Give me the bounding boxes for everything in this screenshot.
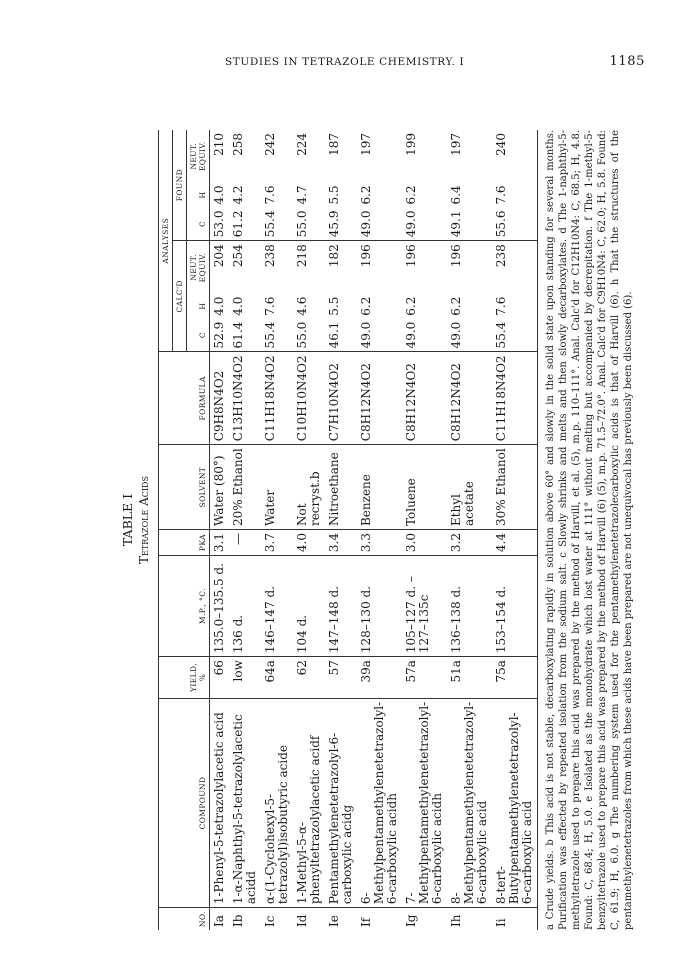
table-row <box>357 130 402 930</box>
cell-mp: 136 d. <box>229 556 261 657</box>
cell-yield: 39a <box>357 657 402 699</box>
cell-found-ne: 197 <box>449 133 463 156</box>
col-calc-h: H <box>187 294 210 319</box>
cell-yield: 75a <box>492 657 538 699</box>
cell-mp: 105–127 d. –127–135c <box>402 556 447 657</box>
cell-pka: 3.1 <box>210 530 230 556</box>
cell-solvent: Water <box>261 445 293 530</box>
col-found-c: C <box>187 208 210 241</box>
cell-mp: 153–154 d. <box>492 556 538 657</box>
cell-found-h: 5.5 <box>327 185 341 205</box>
col-pka: PKA <box>159 530 210 556</box>
cell-solvent: Not recryst.b <box>293 445 325 530</box>
cell-yield: 62 <box>293 657 325 699</box>
table-row <box>447 130 492 930</box>
cell-calc-ne: 196 <box>359 244 373 268</box>
cell-compound: 8-Methylpentamethylenetetrazolyl-6-carboxylic acid <box>447 698 492 907</box>
col-analyses: ANALYSES <box>159 130 173 352</box>
cell-calc-h: 4.0 <box>212 296 226 316</box>
col-calcd: CALC'D <box>173 241 187 352</box>
cell-found-ne: 199 <box>404 133 418 156</box>
cell-no: Ih <box>449 914 463 927</box>
cell-calc-ne: 238 <box>492 241 538 294</box>
table-row <box>325 130 357 930</box>
cell-formula: C8H12N4O2 <box>447 352 492 445</box>
cell-calc-h: 5.5 <box>327 296 341 316</box>
cell-solvent: Ethyl acetate <box>447 445 492 530</box>
cell-no: Id <box>295 914 309 927</box>
cell-found-h: 4.7 <box>295 185 309 205</box>
cell-calc-ne: 218 <box>295 244 309 268</box>
table-row <box>402 130 447 930</box>
table-row <box>210 130 230 930</box>
cell-pka: 3.4 <box>325 530 357 556</box>
cell-calc-ne: 204 <box>212 244 226 268</box>
cell-formula: C13H10N4O2 <box>229 352 261 445</box>
cell-compound: 1-α-Naphthyl-5-tetrazolylacetic acidd <box>229 698 261 907</box>
col-mp: M.P., °C. <box>159 556 210 657</box>
cell-calc-ne: 254 <box>231 244 245 268</box>
cell-calc-c: 49.0 <box>402 319 447 352</box>
col-found-h: H <box>187 182 210 207</box>
cell-mp: 128–130 d. <box>357 556 402 657</box>
cell-compound: 1-Methyl-5-α-phenyltetrazolylacetic acidf <box>293 698 325 907</box>
page-number: 1185 <box>609 54 645 69</box>
cell-found-ne: 240 <box>492 130 538 182</box>
cell-formula: C8H12N4O2 <box>402 352 447 445</box>
cell-calc-h: 6.2 <box>404 296 418 316</box>
col-solvent: SOLVENT <box>159 445 210 530</box>
cell-pka: 3.0 <box>402 530 447 556</box>
cell-pka: 3.2 <box>447 530 492 556</box>
cell-formula: C11H18N4O2 <box>492 352 538 445</box>
cell-pka: 4.0 <box>293 530 325 556</box>
cell-compound: α-(1-Cyclohexyl-5-tetrazolyl)isobutyric acide <box>261 698 293 907</box>
cell-pka: 3.7 <box>261 530 293 556</box>
cell-calc-c: 55.0 <box>293 319 325 352</box>
cell-calc-h: 6.2 <box>449 296 463 316</box>
cell-calc-h: 7.6 <box>492 294 538 319</box>
cell-compound: 8-tert-Butylpentamethylenetetrazolyl-6-carboxylic acid <box>492 698 538 907</box>
cell-compound: 6-Methylpentamethylenetetrazolyl-6-carboxylic acidh <box>357 698 402 907</box>
cell-mp: 136–138 d. <box>447 556 492 657</box>
cell-compound: 1-Phenyl-5-tetrazolylacetic acid <box>210 698 230 907</box>
cell-calc-c: 46.1 <box>325 319 357 352</box>
cell-found-h: 6.2 <box>404 185 418 205</box>
cell-found-c: 53.0 <box>210 208 230 241</box>
tetrazole-acids-table <box>158 130 538 930</box>
cell-formula: C7H10N4O2 <box>325 352 357 445</box>
cell-no: Ii <box>492 908 538 930</box>
col-found-neut: NEUT. EQUIV. <box>187 130 210 182</box>
cell-found-c: 55.0 <box>293 208 325 241</box>
cell-found-c: 45.9 <box>325 208 357 241</box>
cell-solvent: 20% Ethanol <box>229 445 261 530</box>
cell-no: Ig <box>404 914 418 927</box>
cell-mp: 146–147 d. <box>261 556 293 657</box>
cell-no: If <box>359 917 373 927</box>
table-caption <box>120 110 152 930</box>
cell-compound: Pentamethylenetetrazolyl-6-carboxylic acidg <box>325 698 357 907</box>
cell-pka: 3.3 <box>357 530 402 556</box>
cell-calc-ne: 238 <box>263 244 277 268</box>
cell-no: Ia <box>212 915 226 927</box>
col-formula: FORMULA <box>159 352 210 445</box>
cell-calc-c: 55.4 <box>261 319 293 352</box>
cell-solvent: 30% Ethanol <box>492 445 538 530</box>
rotated-table-page <box>120 110 634 930</box>
cell-yield: 57 <box>325 657 357 699</box>
cell-found-c: 61.2 <box>229 208 261 241</box>
cell-found-ne: 224 <box>295 133 309 156</box>
cell-found-h: 6.2 <box>359 185 373 205</box>
cell-found-c: 49.1 <box>447 208 492 241</box>
col-calc-c: C <box>187 319 210 352</box>
cell-solvent: Water (80°) <box>210 445 230 530</box>
cell-calc-ne: 196 <box>449 244 463 268</box>
cell-found-c: 49.0 <box>402 208 447 241</box>
cell-found-h: 7.6 <box>492 182 538 207</box>
cell-found-c: 55.6 <box>492 208 538 241</box>
cell-solvent: Toluene <box>402 445 447 530</box>
cell-calc-h: 4.0 <box>231 296 245 316</box>
cell-yield: 64a <box>261 657 293 699</box>
col-no: NO. <box>159 908 210 930</box>
cell-found-h: 7.6 <box>263 185 277 205</box>
cell-solvent: Benzene <box>357 445 402 530</box>
cell-no: Ic <box>263 915 277 927</box>
cell-calc-c: 49.0 <box>447 319 492 352</box>
col-found: FOUND <box>173 130 187 241</box>
running-head-title: STUDIES IN TETRAZOLE CHEMISTRY. I <box>225 56 465 68</box>
cell-mp: 147–148 d. <box>325 556 357 657</box>
cell-calc-c: 52.9 <box>210 319 230 352</box>
cell-pka: — <box>229 530 261 556</box>
cell-found-ne: 210 <box>212 133 226 156</box>
cell-yield: low <box>229 657 261 699</box>
cell-calc-c: 61.4 <box>229 319 261 352</box>
table-title: Tetrazole Acids <box>137 476 151 564</box>
table-label: TABLE I <box>120 493 135 547</box>
cell-found-ne: 197 <box>359 133 373 156</box>
col-yield: YIELD, % <box>159 657 210 699</box>
cell-calc-ne: 196 <box>404 244 418 268</box>
cell-found-ne: 187 <box>327 133 341 156</box>
cell-calc-ne: 182 <box>327 244 341 268</box>
cell-formula: C8H12N4O2 <box>357 352 402 445</box>
cell-compound: 7-Methylpentamethylenetetrazolyl-6-carboxylic acidh <box>402 698 447 907</box>
cell-found-h: 4.2 <box>231 185 245 205</box>
cell-no: Ie <box>327 915 341 927</box>
cell-calc-h: 4.6 <box>295 296 309 316</box>
cell-calc-h: 6.2 <box>359 296 373 316</box>
cell-formula: C9H8N4O2 <box>210 352 230 445</box>
table-row <box>293 130 325 930</box>
cell-pka: 4.4 <box>492 530 538 556</box>
cell-found-h: 6.4 <box>449 185 463 205</box>
table-row <box>492 130 538 930</box>
cell-found-ne: 258 <box>231 133 245 156</box>
table-row <box>261 130 293 930</box>
cell-yield: 66 <box>210 657 230 699</box>
cell-found-c: 49.0 <box>357 208 402 241</box>
cell-formula: C10H10N4O2 <box>293 352 325 445</box>
cell-found-ne: 242 <box>263 133 277 156</box>
table-row <box>229 130 261 930</box>
cell-formula: C11H18N4O2 <box>261 352 293 445</box>
cell-calc-h: 7.6 <box>263 296 277 316</box>
cell-found-h: 4.0 <box>212 185 226 205</box>
table-footnotes: a Crude yields. b This acid is not stable, decarboxylating rapidly in solution above 60° and slowly in the solid state upon standing for several months. Purification was effected by repeated isolation from the sodium salt. c Slowly shrinks and melts and then slowly decarboxylates. d The 1-naphthyl-5-methyltetrazole used to prepare this acid was prepared by the method of Harvill, et al. (5), m.p. 110–111°. Anal. Calc'd for C12H10N4: C, 68.5; H, 4.8. Found: C, 68.4; H, 5.0. e Isolated as the monohydrate which lost water at 111° without melting but accompanied by decrepitation. f The 1-methyl-5-benzyltetrazole used to prepare this acid was prepared by the method of Harvill (6) (5), m.p. 71.5–72.0°. Anal. Calc'd for C9H10N4: C, 62.0; H, 5.8. Found: C, 61.9; H, 6.0. g The numbering system used for the pentamethylenetetrazolecarboxylic acids is that of Harvill (6). h That the structures of the pentamethylenetetrazoles from which these acids have been prepared are not unequivocal has previously been discussed (6). <box>545 130 634 930</box>
cell-found-c: 55.4 <box>261 208 293 241</box>
cell-yield: 51a <box>447 657 492 699</box>
cell-mp: 135.0–135.5 d. <box>210 556 230 657</box>
cell-no: Ib <box>231 914 245 927</box>
cell-calc-c: 49.0 <box>357 319 402 352</box>
col-calc-neut: NEUT. EQUIV. <box>187 241 210 294</box>
cell-mp: 104 d. <box>293 556 325 657</box>
cell-calc-c: 55.4 <box>492 319 538 352</box>
col-compound: COMPOUND <box>159 698 210 907</box>
cell-solvent: Nitroethane <box>325 445 357 530</box>
cell-yield: 57a <box>402 657 447 699</box>
